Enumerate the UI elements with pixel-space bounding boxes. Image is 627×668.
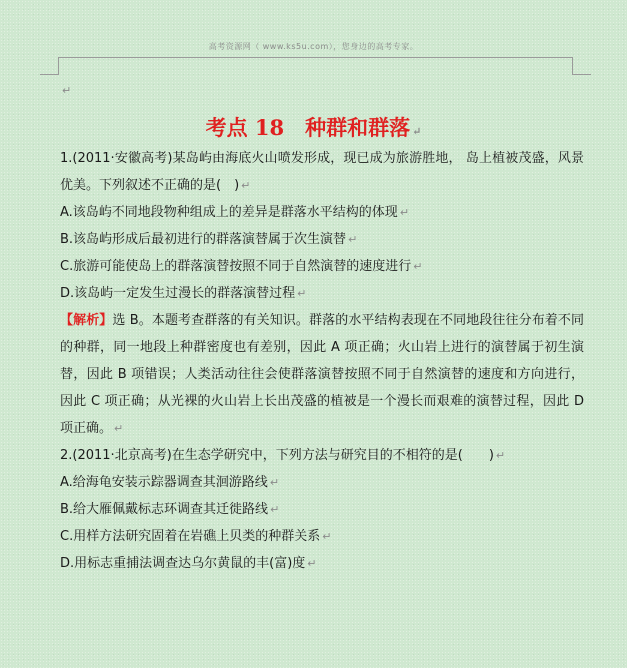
section-title[interactable] — [0, 112, 627, 142]
option-text: A.该岛屿不同地段物种组成上的差异是群落水平结构的体现 — [60, 205, 398, 220]
paragraph-mark: ↵ — [297, 287, 307, 300]
header-rule — [40, 57, 591, 75]
question-1-option-d[interactable] — [60, 280, 584, 307]
question-1-stem-text: 1.(2011·安徽高考)某岛屿由海底火山喷发形成，现已成为旅游胜地， 岛上植被茂盛，风景优美。下列叙述不正确的是( ) — [60, 151, 584, 193]
analysis-label: 【解析】 — [60, 313, 113, 328]
paragraph-mark: ↵ — [412, 125, 422, 138]
question-1-option-b[interactable] — [60, 226, 584, 253]
option-text: B.给大雁佩戴标志环调查其迁徙路线 — [60, 502, 269, 517]
option-text: D.用标志重捕法调查达乌尔黄鼠的丰(富)度 — [60, 556, 306, 571]
question-1-analysis[interactable] — [60, 307, 584, 442]
paragraph-mark: ↵ — [348, 233, 358, 246]
paragraph-mark: ↵ — [269, 476, 280, 489]
option-text: A.给海龟安装示踪器调查其洄游路线 — [60, 475, 268, 490]
question-2-stem-text: 2.(2011·北京高考)在生态学研究中，下列方法与研究目的不相符的是( ) — [60, 448, 494, 463]
paragraph-mark: ↵ — [322, 530, 332, 543]
question-2-option-a[interactable] — [60, 469, 584, 496]
paragraph-mark: ↵ — [307, 557, 317, 570]
paragraph-mark: ↵ — [270, 503, 280, 516]
option-text: B.该岛屿形成后最初进行的群落演替属于次生演替 — [60, 232, 347, 247]
question-2-option-d[interactable] — [60, 550, 584, 577]
option-text: D.该岛屿一定发生过漫长的群落演替过程 — [60, 286, 296, 301]
question-2-option-c[interactable] — [60, 523, 584, 550]
question-1-stem[interactable] — [60, 145, 584, 199]
header-corner-right — [572, 57, 591, 75]
option-text: C.旅游可能使岛上的群落演替按照不同于自然演替的速度进行 — [60, 259, 412, 274]
paragraph-mark: ↵ — [62, 84, 72, 97]
document-body[interactable] — [60, 145, 584, 577]
paragraph-mark: ↵ — [399, 206, 410, 219]
option-text: C.用样方法研究固着在岩礁上贝类的种群关系 — [60, 529, 321, 544]
paragraph-mark: ↵ — [495, 449, 506, 462]
question-2-stem[interactable] — [60, 442, 584, 469]
question-1-option-a[interactable] — [60, 199, 584, 226]
analysis-text: 选 B。本题考查群落的有关知识。群落的水平结构表现在不同地段往往分布着不同的种群，同一地段上种群密度也有差别，因此 A 项正确；火山岩上进行的演替属于初生演替，因此 B 项错误；人类活动往往会使群落演替按照不同于自然演替的速度和方向进行，因此 C 项正确；从光裸的火山岩上长出茂盛的植被是一个漫长而艰难的演替过程，因此 D 项正确。 — [60, 313, 584, 436]
section-title-text: 考点 18 种群和群落 — [205, 115, 411, 140]
paragraph-mark: ↵ — [241, 179, 251, 192]
paragraph-mark: ↵ — [114, 422, 124, 435]
page-header-text: 高考资源网（ www.ks5u.com），您身边的高考专家。 — [208, 42, 419, 51]
paragraph-mark: ↵ — [413, 260, 423, 273]
header-line — [58, 57, 573, 58]
question-1-option-c[interactable] — [60, 253, 584, 280]
header-corner-left — [40, 57, 59, 75]
question-2-option-b[interactable] — [60, 496, 584, 523]
